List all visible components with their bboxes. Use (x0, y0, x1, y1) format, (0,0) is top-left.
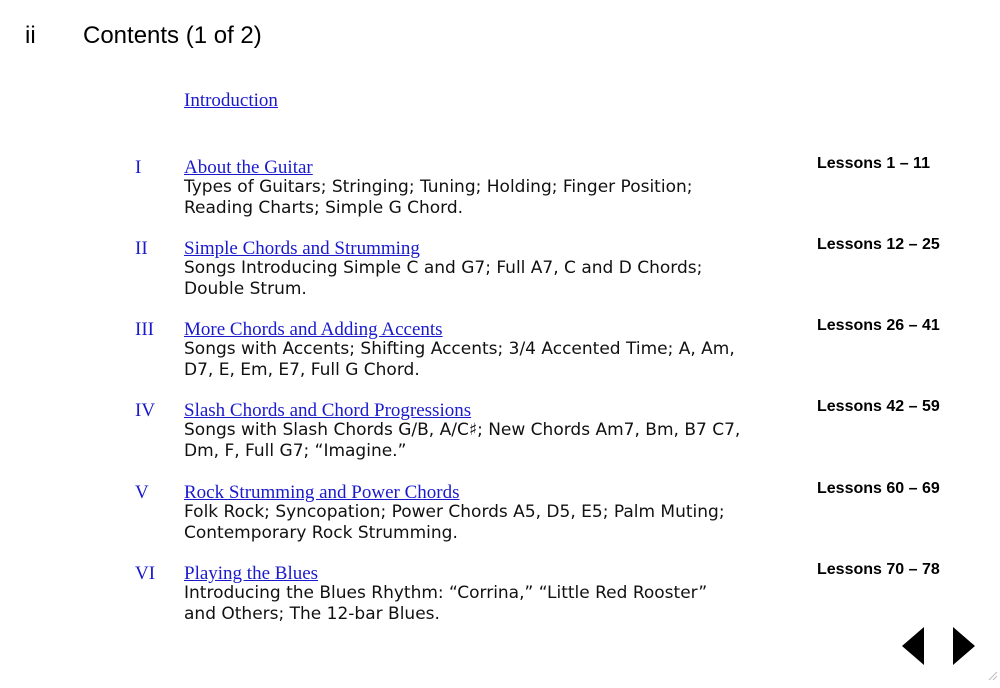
arrow-left-icon (902, 627, 924, 665)
section-link-slash-chords[interactable]: Slash Chords and Chord Progressions (184, 400, 472, 421)
section-description: Songs with Slash Chords G/B, A/C♯; New Chords Am7, Bm, B7 C7, Dm, F, Full G7; “Imagine.” (184, 420, 741, 461)
page-number: ii (25, 22, 36, 49)
section-lessons: Lessons 42 – 59 (817, 398, 940, 415)
toc-section-4 (0, 400, 1000, 470)
toc-section-2 (0, 238, 1000, 308)
section-numeral: VI (135, 563, 156, 584)
arrow-right-icon (953, 627, 975, 665)
section-numeral: IV (135, 400, 156, 421)
toc-section-5 (0, 482, 1000, 552)
previous-page-button[interactable] (902, 627, 924, 670)
section-numeral: III (135, 319, 154, 340)
section-lessons: Lessons 26 – 41 (817, 317, 940, 334)
section-link-more-chords[interactable]: More Chords and Adding Accents (184, 319, 443, 340)
section-description: Folk Rock; Syncopation; Power Chords A5, D5, E5; Palm Muting; Contemporary Rock Strumming. (184, 502, 725, 543)
introduction-link[interactable]: Introduction (184, 90, 278, 111)
toc-section-6 (0, 563, 1000, 633)
section-description: Songs Introducing Simple C and G7; Full A7, C and D Chords; Double Strum. (184, 258, 703, 299)
section-description: Introducing the Blues Rhythm: “Corrina,” “Little Red Rooster” and Others; The 12-bar Blues. (184, 583, 708, 624)
resize-grip-icon[interactable] (988, 668, 998, 686)
section-link-playing-the-blues[interactable]: Playing the Blues (184, 563, 319, 584)
section-link-rock-strumming[interactable]: Rock Strumming and Power Chords (184, 482, 460, 503)
toc-section-3 (0, 319, 1000, 389)
section-numeral: II (135, 238, 148, 259)
section-lessons: Lessons 1 – 11 (817, 155, 930, 172)
toc-section-1 (0, 157, 1000, 227)
section-numeral: I (135, 157, 142, 178)
next-page-button[interactable] (953, 627, 975, 670)
section-lessons: Lessons 12 – 25 (817, 236, 940, 253)
section-numeral: V (135, 482, 149, 503)
section-link-simple-chords[interactable]: Simple Chords and Strumming (184, 238, 420, 259)
section-lessons: Lessons 70 – 78 (817, 561, 940, 578)
section-description: Songs with Accents; Shifting Accents; 3/4 Accented Time; A, Am, D7, E, Em, E7, Full G Chord. (184, 339, 735, 380)
section-link-about-the-guitar[interactable]: About the Guitar (184, 157, 313, 178)
page-title: Contents (1 of 2) (83, 22, 262, 49)
section-lessons: Lessons 60 – 69 (817, 480, 940, 497)
section-description: Types of Guitars; Stringing; Tuning; Holding; Finger Position; Reading Charts; Simple G Chord. (184, 177, 693, 218)
